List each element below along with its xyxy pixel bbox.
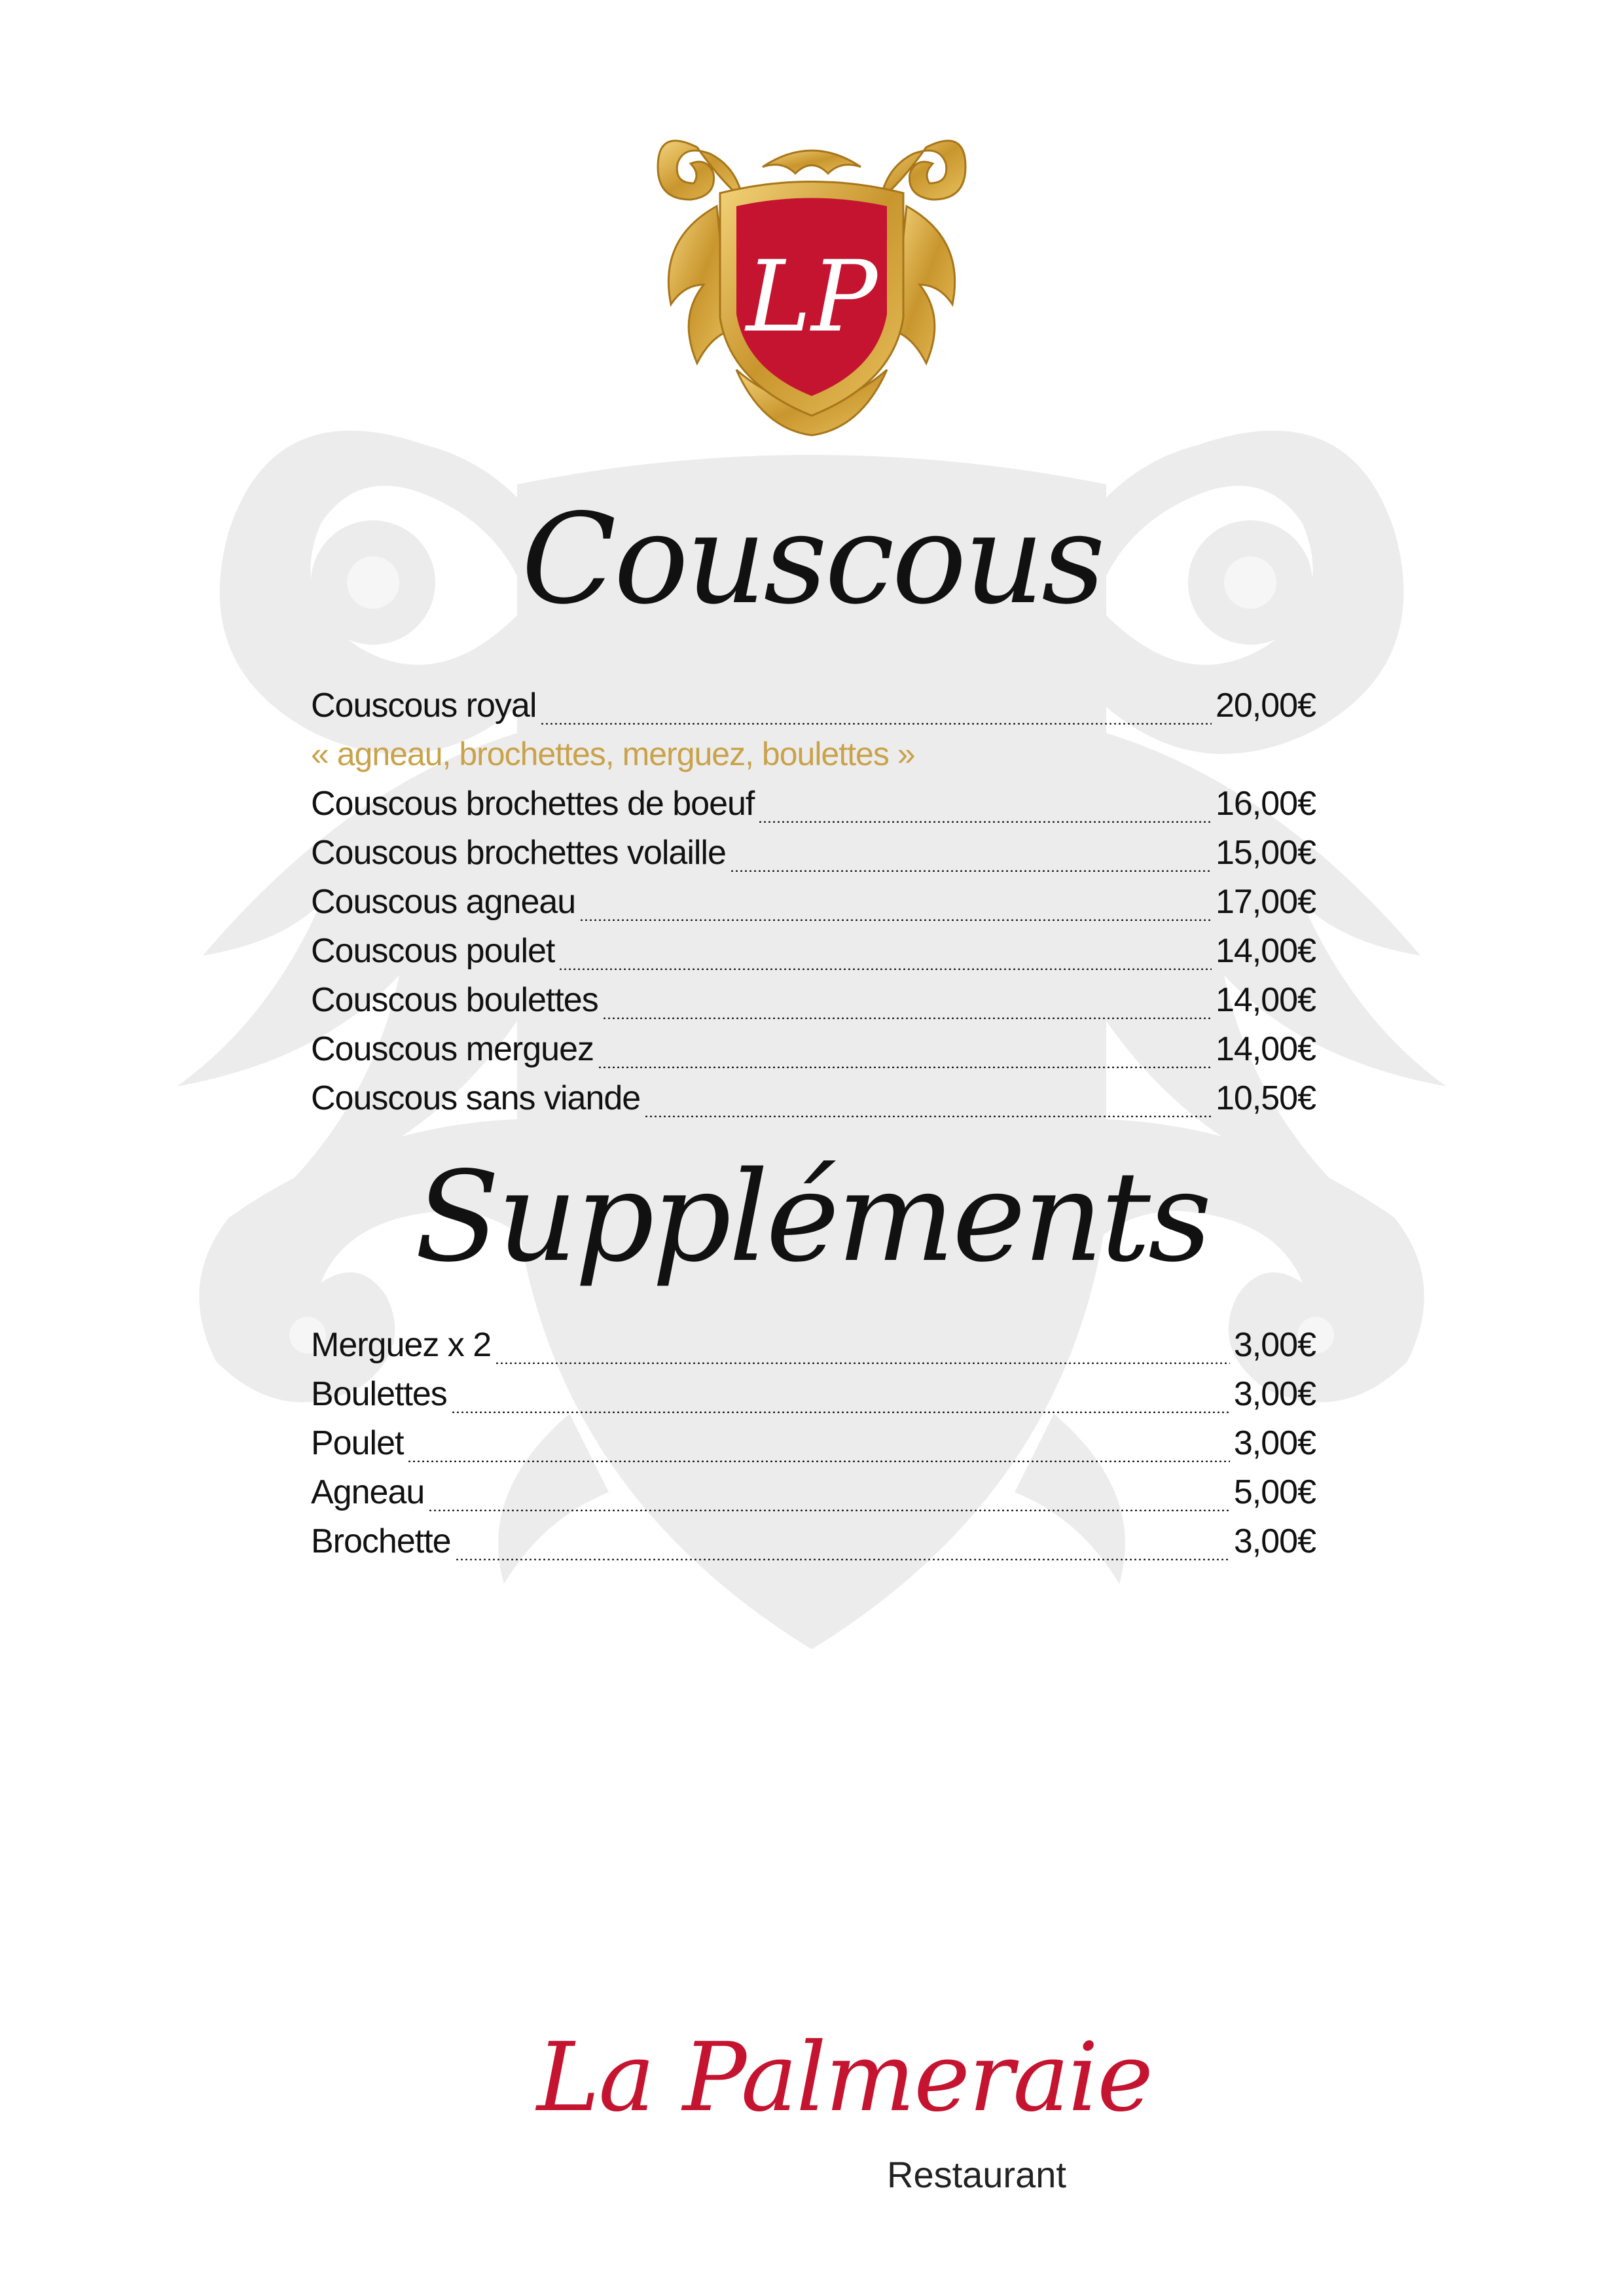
item-price: 3,00€ — [1233, 1326, 1316, 1364]
item-price: 17,00€ — [1215, 883, 1316, 921]
item-name: Merguez x 2 — [311, 1326, 492, 1364]
item-price: 5,00€ — [1233, 1473, 1316, 1511]
item-name: Boulettes — [311, 1375, 447, 1413]
item-price: 3,00€ — [1233, 1522, 1316, 1560]
item-name: Agneau — [311, 1473, 425, 1511]
dot-leader — [579, 919, 1212, 921]
item-name: Couscous agneau — [311, 883, 576, 921]
section-title-couscous: Couscous — [521, 487, 1103, 632]
dot-leader — [451, 1411, 1230, 1413]
item-price: 14,00€ — [1215, 981, 1316, 1019]
menu-item — [311, 1522, 1316, 1571]
restaurant-brand — [0, 2022, 1624, 2193]
item-name: Couscous brochettes volaille — [311, 834, 726, 872]
menu-item — [311, 1473, 1316, 1522]
menu-item — [311, 833, 1316, 882]
item-price: 14,00€ — [1215, 932, 1316, 970]
item-price: 10,50€ — [1215, 1079, 1316, 1117]
item-price: 3,00€ — [1233, 1424, 1316, 1462]
dot-leader — [540, 723, 1212, 725]
menu-item — [311, 1325, 1316, 1374]
menu-item — [311, 686, 1316, 735]
menu-item — [311, 784, 1316, 833]
menu-item — [311, 1374, 1316, 1424]
section-title-supplements: Suppléments — [414, 1145, 1210, 1289]
couscous-list — [311, 686, 1316, 1128]
item-name: Couscous poulet — [311, 932, 555, 970]
crest-logo — [645, 121, 979, 442]
item-price: 15,00€ — [1215, 834, 1316, 872]
menu-item — [311, 1079, 1316, 1128]
item-name: Couscous boulettes — [311, 981, 598, 1019]
menu-item — [311, 1424, 1316, 1473]
item-description — [311, 735, 1316, 784]
item-name: Couscous sans viande — [311, 1079, 641, 1117]
dot-leader — [407, 1460, 1229, 1462]
menu-item — [311, 931, 1316, 980]
menu-item — [311, 980, 1316, 1030]
item-name: Poulet — [311, 1424, 404, 1462]
item-price: 3,00€ — [1233, 1375, 1316, 1413]
brand-subtitle: Restaurant — [887, 2154, 1066, 2195]
item-price: 20,00€ — [1215, 687, 1316, 725]
item-name: Couscous merguez — [311, 1030, 594, 1068]
dot-leader — [428, 1509, 1230, 1511]
item-name: Couscous royal — [311, 687, 537, 725]
item-note: « agneau, brochettes, merguez, boulettes » — [311, 736, 915, 772]
item-name: Couscous brochettes de boeuf — [311, 785, 755, 823]
item-price: 14,00€ — [1215, 1030, 1316, 1068]
brand-name: La Palmeraie — [537, 2022, 1152, 2133]
dot-leader — [455, 1558, 1230, 1560]
menu-item — [311, 882, 1316, 931]
menu-item — [311, 1030, 1316, 1079]
dot-leader — [598, 1066, 1212, 1068]
dot-leader — [495, 1362, 1230, 1364]
dot-leader — [602, 1017, 1212, 1019]
crest-monogram: LP — [746, 240, 878, 354]
dot-leader — [644, 1115, 1212, 1117]
item-price: 16,00€ — [1215, 785, 1316, 823]
item-name: Brochette — [311, 1522, 451, 1560]
dot-leader — [730, 870, 1212, 872]
supplements-list — [311, 1325, 1316, 1571]
dot-leader — [558, 968, 1212, 970]
dot-leader — [758, 821, 1212, 823]
